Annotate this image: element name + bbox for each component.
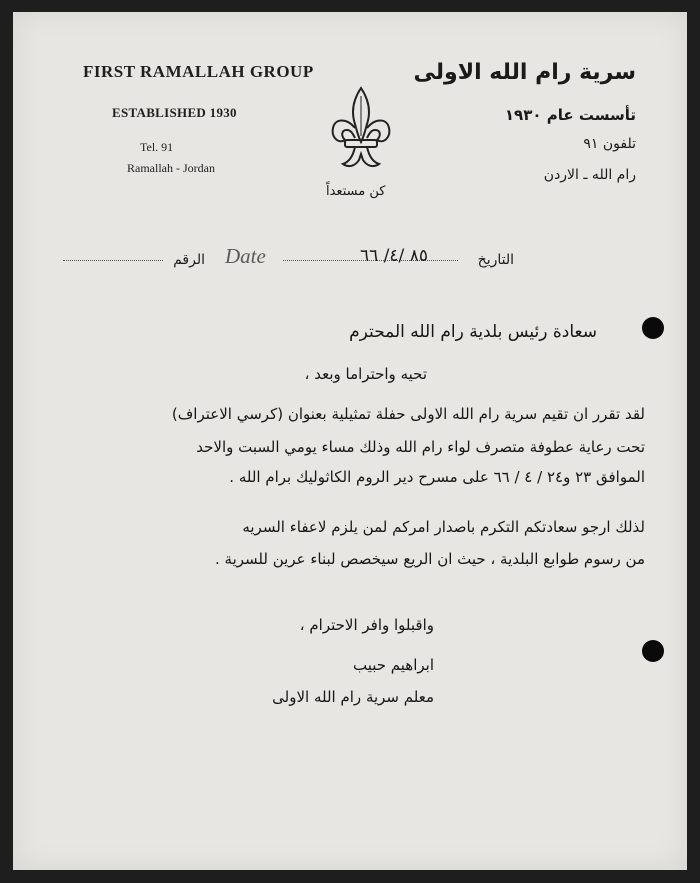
signature-title: معلم سرية رام الله الاولى (272, 688, 434, 706)
body-line: لذلك ارجو سعادتكم التكرم باصدار امركم لمن يلزم لاعفاء السريه (242, 518, 645, 536)
addressee-line: سعادة رئيس بلدية رام الله المحترم (349, 322, 597, 342)
date-value: ٨٥ /٤/ ٦٦ (360, 246, 428, 266)
punch-hole (642, 317, 664, 339)
greeting-line: تحيه واحتراما وبعد ، (304, 365, 427, 383)
date-label-english: Date (225, 244, 266, 268)
letter-paper (13, 12, 687, 870)
city-english: Ramallah - Jordan (127, 161, 215, 175)
fleur-de-lis-icon (329, 84, 393, 178)
ref-line (63, 260, 163, 261)
punch-hole (642, 640, 664, 662)
body-line: لقد تقرر ان تقيم سرية رام الله الاولى حفلة تمثيلية بعنوان (كرسي الاعتراف) (171, 405, 645, 423)
signature-name: ابراهيم حبيب (352, 656, 434, 674)
motto-text: كن مستعداً (326, 184, 386, 199)
established-english: ESTABLISHED 1930 (112, 105, 237, 120)
tel-english: Tel. 91 (140, 140, 174, 154)
group-name-english: FIRST RAMALLAH GROUP (83, 62, 314, 81)
city-arabic: رام الله ـ الاردن (543, 167, 636, 183)
tel-arabic: تلفون ٩١ (583, 136, 636, 152)
established-arabic: تأسست عام ١٩٣٠ (504, 106, 636, 124)
body-line: الموافق ٢٣ و٢٤ / ٤ / ٦٦ على مسرح دير الروم الكاثوليك برام الله . (229, 468, 645, 486)
closing-line: واقبلوا وافر الاحترام ، (299, 616, 434, 634)
body-line: تحت رعاية عطوفة متصرف لواء رام الله وذلك مساء يومي السبت والاحد (196, 438, 645, 456)
group-name-arabic: سرية رام الله الاولى (413, 60, 636, 85)
body-line: من رسوم طوابع البلدية ، حيث ان الريع سيخصص لبناء عرين للسرية . (215, 550, 645, 568)
date-label-arabic: التاريخ (477, 252, 514, 268)
ref-label: الرقم (173, 252, 205, 268)
